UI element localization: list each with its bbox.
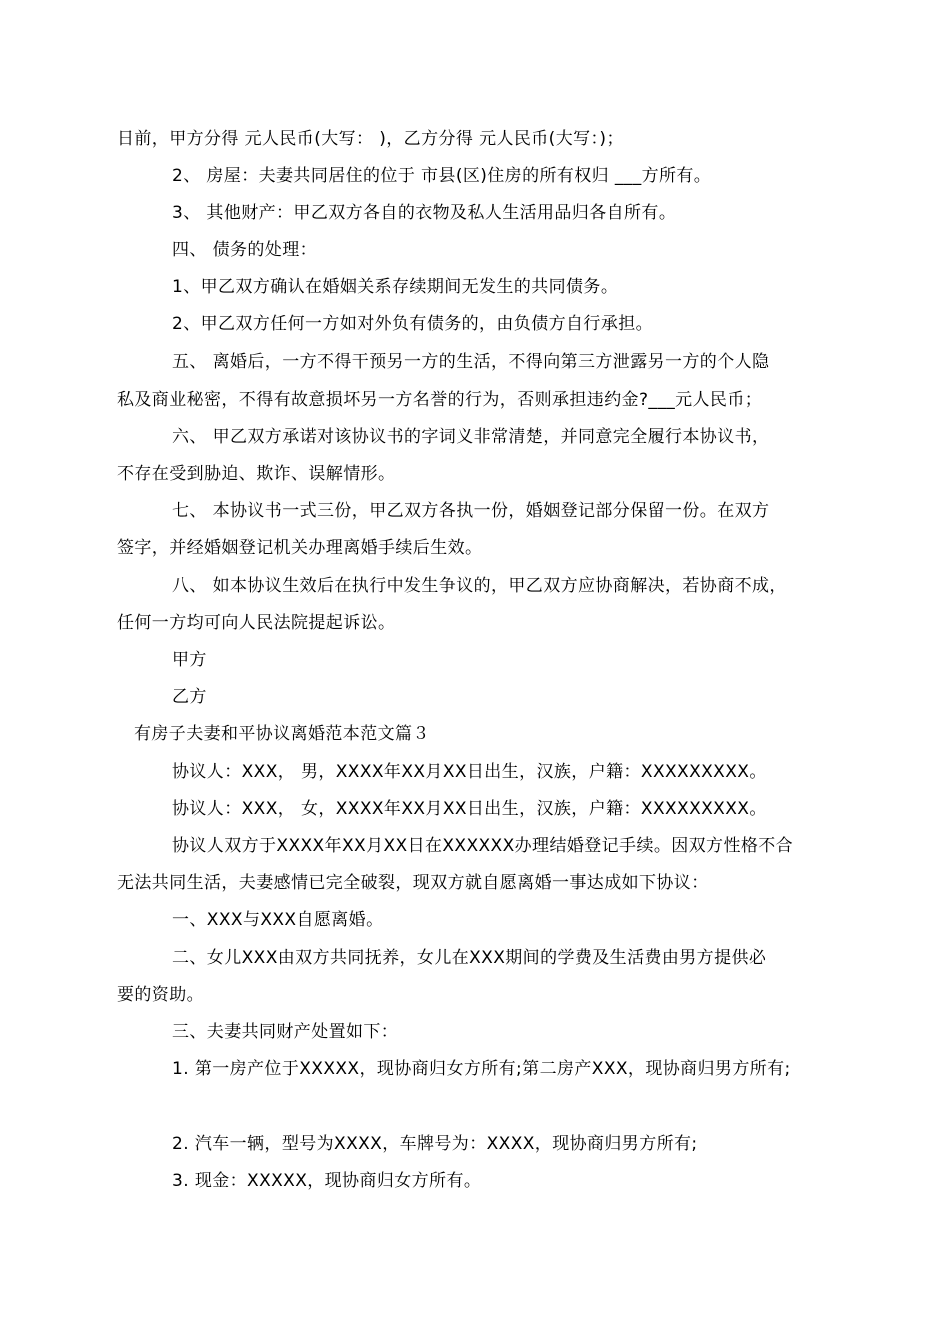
text-line: 一、XXX与XXX自愿离婚。 <box>172 910 384 930</box>
text-line: 不存在受到胁迫、欺诈、误解情形。 <box>117 464 396 484</box>
text-line: 要的资助。 <box>117 985 204 1005</box>
text-line: 日前，甲方分得 元人民币(大写： )，乙方分得 元人民币(大写：)； <box>117 129 624 149</box>
text-line: 2. 汽车一辆，型号为XXXX，车牌号为：XXXX，现协商归男方所有; <box>172 1134 698 1154</box>
text-line: 私及商业秘密，不得有故意损坏另一方名誉的行为，否则承担违约金?___元人民币； <box>117 390 763 410</box>
text-line: 3. 现金：XXXXX，现协商归女方所有。 <box>172 1171 482 1191</box>
section-title: 有房子夫妻和平协议离婚范本范文篇３ <box>134 724 430 744</box>
text-line: 任何一方均可向人民法院提起诉讼。 <box>117 613 396 633</box>
text-line: 四、 债务的处理： <box>172 240 318 260</box>
text-line: 八、 如本协议生效后在执行中发生争议的，甲乙双方应协商解决，若协商不成， <box>172 576 787 596</box>
text-line: 签字，并经婚姻登记机关办理离婚手续后生效。 <box>117 538 483 558</box>
text-line: 1. 第一房产位于XXXXX，现协商归女方所有;第二房产XXX，现协商归男方所有; <box>172 1059 791 1079</box>
text-line: 协议人：XXX， 女，XXXX年XX月XX日出生，汉族，户籍：XXXXXXXXX。 <box>172 799 767 819</box>
text-line: 五、 离婚后，一方不得干预另一方的生活，不得向第三方泄露另一方的个人隐 <box>172 352 770 372</box>
text-line: 六、 甲乙双方承诺对该协议书的字词义非常清楚，并同意完全履行本协议书， <box>172 427 770 447</box>
text-line: 3、 其他财产：甲乙双方各自的衣物及私人生活用品归各自所有。 <box>172 203 677 223</box>
text-line: 协议人双方于XXXX年XX月XX日在XXXXXX办理结婚登记手续。因双方性格不合 <box>172 836 794 856</box>
text-line: 2、甲乙双方任何一方如对外负有债务的，由负债方自行承担。 <box>172 314 654 334</box>
text-line: 七、 本协议书一式三份，甲乙双方各执一份，婚姻登记部分保留一份。在双方 <box>172 501 770 521</box>
text-line: 2、 房屋：夫妻共同居住的位于 市县(区)住房的所有权归 ___方所有。 <box>172 166 712 186</box>
text-line: 协议人：XXX， 男，XXXX年XX月XX日出生，汉族，户籍：XXXXXXXXX。 <box>172 762 767 782</box>
signature-label-party-b: 乙方 <box>172 687 207 707</box>
text-line: 三、夫妻共同财产处置如下： <box>172 1022 399 1042</box>
text-line: 无法共同生活，夫妻感情已完全破裂，现双方就自愿离婚一事达成如下协议： <box>117 873 709 893</box>
signature-label-party-a: 甲方 <box>172 650 207 670</box>
text-line: 1、甲乙双方确认在婚姻关系存续期间无发生的共同债务。 <box>172 277 619 297</box>
text-line: 二、女儿XXX由双方共同抚养，女儿在XXX期间的学费及生活费由男方提供必 <box>172 948 767 968</box>
